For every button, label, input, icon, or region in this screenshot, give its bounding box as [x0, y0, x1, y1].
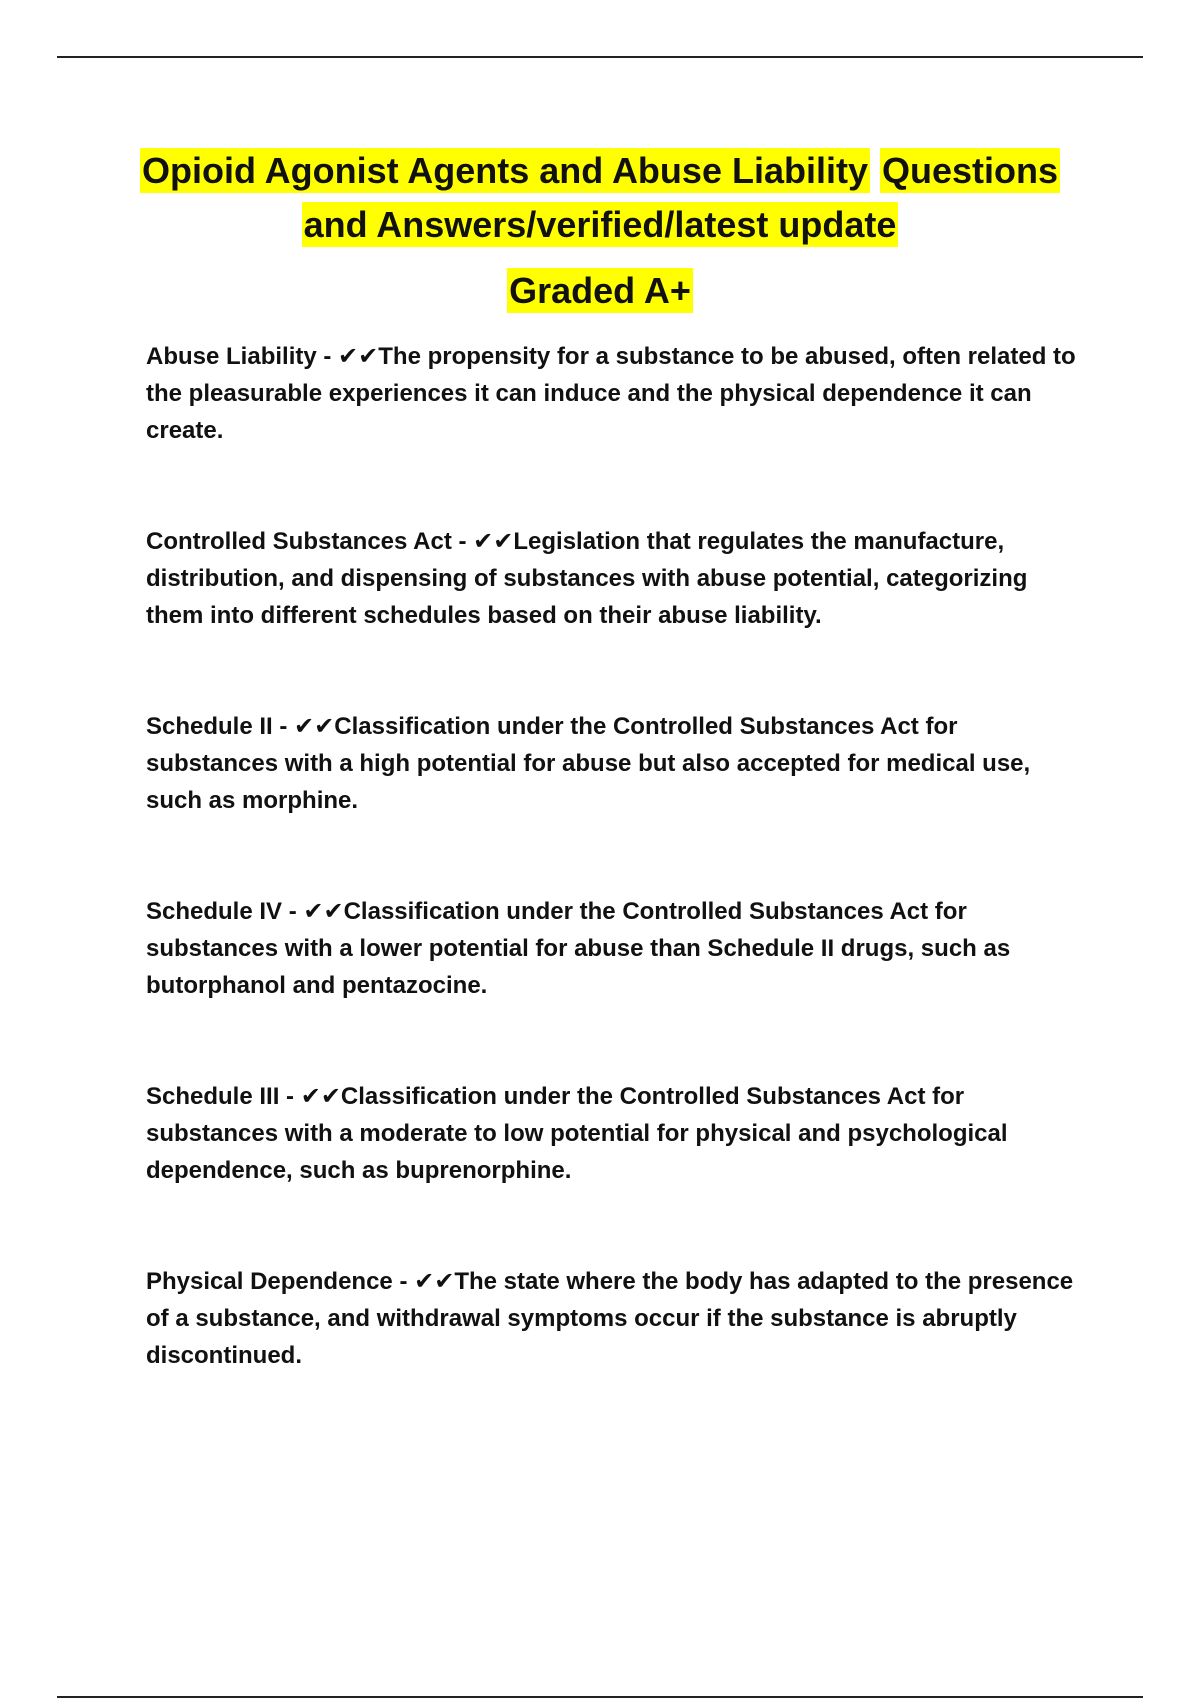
- title-line1-part2: Questions: [882, 150, 1059, 191]
- qa-entry: [146, 523, 1086, 634]
- entry-term: Schedule IV: [146, 898, 283, 925]
- double-check-icon: ✔✔: [300, 1082, 341, 1110]
- entry-term: Schedule III: [146, 1083, 280, 1110]
- qa-entry: [146, 708, 1086, 819]
- entry-term: Schedule II: [146, 713, 273, 740]
- entry-definition: Classification under the Controlled Substances Act for substances with a high potential for abuse but also accepted for medical use, such as morphine.: [146, 713, 1031, 814]
- double-check-icon: ✔✔: [303, 897, 344, 925]
- entry-separator: -: [272, 713, 295, 740]
- double-check-icon: ✔✔: [473, 527, 514, 555]
- entry-term: Abuse Liability: [146, 343, 317, 370]
- entry-separator: -: [451, 528, 474, 555]
- entry-term: Controlled Substances Act: [146, 528, 452, 555]
- title-line1-part1: Opioid Agonist Agents and Abuse Liability: [141, 150, 868, 191]
- top-divider: [57, 56, 1143, 58]
- entry-definition: Classification under the Controlled Substances Act for substances with a moderate to low potential for physical and psychological dependence, such as buprenorphine.: [146, 1083, 1008, 1184]
- entry-separator: -: [279, 1083, 301, 1110]
- entry-definition: The propensity for a substance to be abused, often related to the pleasurable experiences it can induce and the physical dependence it can create.: [146, 343, 1076, 444]
- qa-entries: [146, 338, 1086, 1448]
- qa-entry: [146, 893, 1086, 1004]
- double-check-icon: ✔✔: [294, 712, 335, 740]
- double-check-icon: ✔✔: [338, 342, 379, 370]
- document-title: [100, 144, 1100, 252]
- entry-definition: The state where the body has adapted to the presence of a substance, and withdrawal symptoms occur if the substance is abruptly discontinued.: [146, 1268, 1074, 1369]
- qa-entry: [146, 1078, 1086, 1189]
- bottom-divider: [57, 1696, 1143, 1698]
- document-subtitle: [0, 266, 1200, 316]
- entry-separator: -: [316, 343, 339, 370]
- entry-separator: -: [282, 898, 304, 925]
- subtitle-text: Graded A+: [509, 270, 691, 311]
- double-check-icon: ✔✔: [414, 1267, 455, 1295]
- entry-definition: Legislation that regulates the manufacture, distribution, and dispensing of substances with abuse potential, categorizing them into different schedules based on their abuse liability.: [146, 528, 1028, 629]
- entry-definition: Classification under the Controlled Substances Act for substances with a lower potential for abuse than Schedule II drugs, such as butorphanol and pentazocine.: [146, 898, 1011, 999]
- entry-term: Physical Dependence: [146, 1268, 393, 1295]
- title-line2: and Answers/verified/latest update: [303, 204, 897, 245]
- title-block: [0, 144, 1200, 316]
- entry-separator: -: [392, 1268, 415, 1295]
- qa-entry: [146, 338, 1086, 449]
- qa-entry: [146, 1263, 1086, 1374]
